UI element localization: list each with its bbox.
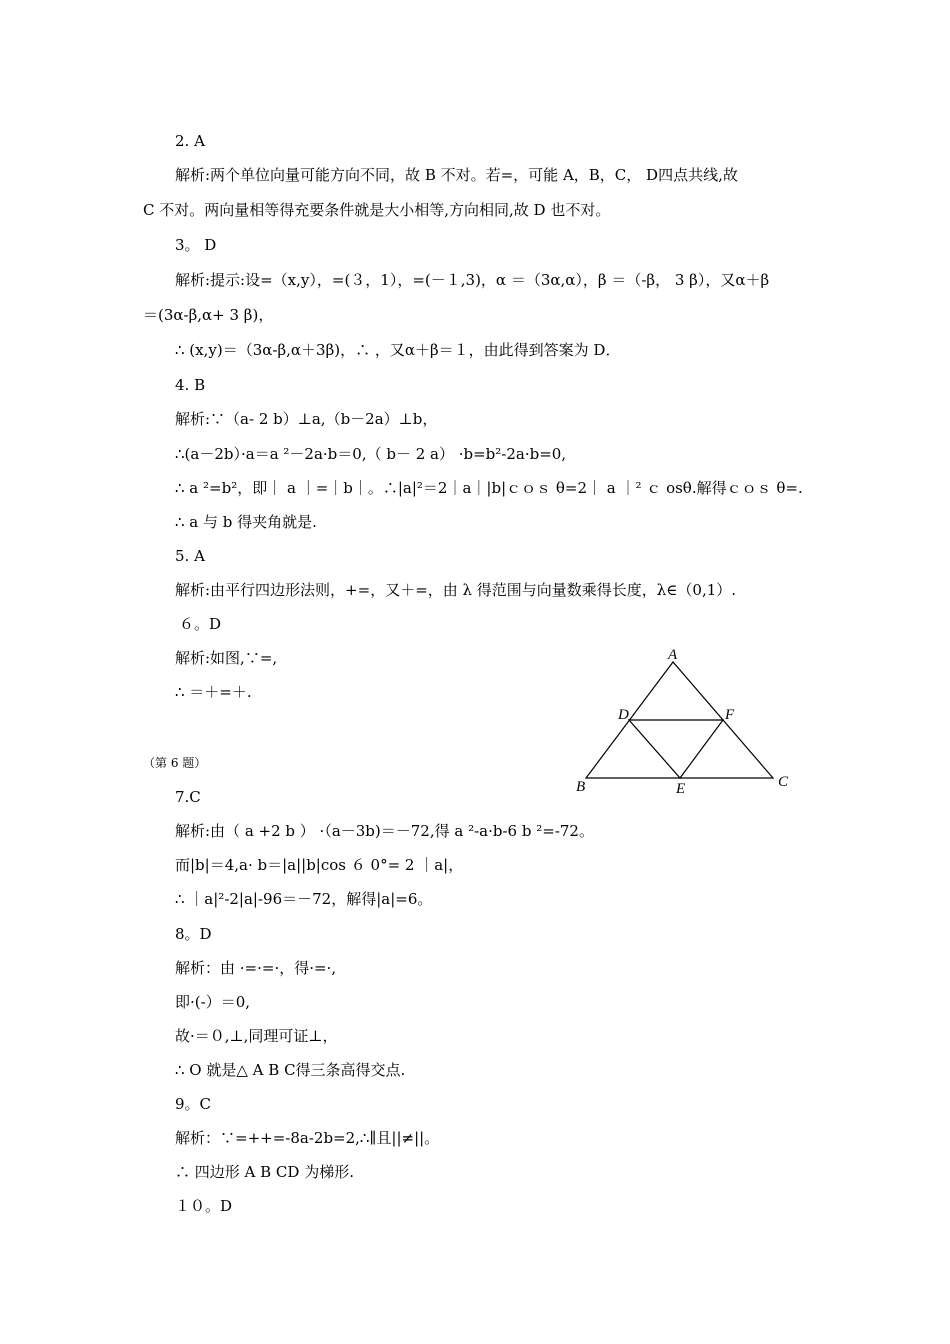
answer-3-explanation-line-2: ＝(3α-β,α+ 3 β)， <box>143 306 274 324</box>
answer-8-heading: 8。D <box>175 925 212 943</box>
answer-4-explanation-line-1: 解析:∵（a- 2 b）⊥a,（b－2a）⊥b， <box>175 410 438 428</box>
answer-6-explanation-line-1: 解析:如图,∵=, <box>175 649 278 667</box>
answer-5-explanation: 解析:由平行四边形法则，+=，又＋=，由 λ 得范围与向量数乘得长度，λ∈（0,1）. <box>175 581 737 599</box>
vertex-label-c: C <box>778 774 789 790</box>
answer-3-explanation-line-3: ∴ (x,y)＝（3α-β,α＋3β)，∴ ，又α＋β＝１，由此得到答案为 D． <box>175 341 621 359</box>
answer-9-explanation-line-1: 解析：∵=++=-8a-2b=2,∴∥且||≠||。 <box>175 1129 440 1147</box>
answer-7-explanation-line-3: ∴ ｜a|²-2|a|-96＝－72，解得|a|=6。 <box>175 890 433 908</box>
answer-2-explanation-line-2: C 不对。两向量相等得充要条件就是大小相等,方向相同,故 D 也不对。 <box>143 201 611 219</box>
answer-2-explanation-line-1: 解析:两个单位向量可能方向不同，故 B 不对。若=，可能 A，B，C， D四点共线,故 <box>175 166 738 184</box>
answer-7-explanation-line-2: 而|b|＝4,a· b＝|a||b|cos ６ 0°= 2 ｜a|， <box>175 856 464 874</box>
vertex-label-d: D <box>618 707 629 723</box>
answer-9-heading: 9。C <box>175 1095 212 1113</box>
answer-9-explanation-line-2: ∴ 四边形 A B CD 为梯形. <box>175 1163 354 1181</box>
answer-7-explanation-line-1: 解析:由（ a +2 b ） ·（a－3b)＝－72,得 a ²-a·b-6 b ²=-72。 <box>175 822 594 840</box>
vertex-label-e: E <box>676 781 686 797</box>
answer-4-explanation-line-4: ∴ a 与 b 得夹角就是. <box>175 513 317 531</box>
answer-6-explanation-line-2: ∴ ＝＋=＋. <box>175 683 252 701</box>
inner-triangle-def <box>629 720 723 778</box>
figure-caption: （第 6 题） <box>143 756 207 770</box>
answer-8-explanation-line-3: 故·＝０,⊥,同理可证⊥， <box>175 1027 338 1045</box>
answer-4-explanation-line-2: ∴(a－2b）·a＝a ²－2a·b＝0,（ b－ 2 a） ·b=b²-2a·b=0, <box>175 445 567 463</box>
answer-3-heading: 3。 D <box>175 236 217 254</box>
vertex-label-f: F <box>725 707 735 723</box>
answer-2-heading: 2. A <box>175 132 205 150</box>
answer-7-heading: 7.C <box>175 788 201 806</box>
answer-8-explanation-line-4: ∴ O 就是△ A B C得三条高得交点. <box>175 1061 406 1079</box>
answer-4-heading: 4. B <box>175 376 206 394</box>
vertex-label-a: A <box>668 647 678 663</box>
answer-8-explanation-line-2: 即·(-）＝0, <box>175 993 251 1011</box>
answer-4-explanation-line-3: ∴ a ²=b²，即｜ a ｜=｜b｜。∴|a|²＝2｜a｜|b|ｃｏｓ θ=2｜ a ｜² ｃ osθ.解得ｃｏｓ θ=. <box>175 479 803 497</box>
answer-10-heading: １０。D <box>175 1197 233 1215</box>
answer-8-explanation-line-1: 解析：由 ·=·=·，得·=·, <box>175 959 337 977</box>
answer-6-heading: ６。D <box>179 615 222 633</box>
answer-5-heading: 5. A <box>175 547 205 565</box>
answer-3-explanation-line-1: 解析:提示:设=（x,y），=(３，1），=(－１,3)，α ＝（3α,α），β ＝（-β， 3 β），又α＋β <box>175 271 770 289</box>
triangle-figure <box>570 640 800 800</box>
vertex-label-b: B <box>576 779 586 795</box>
